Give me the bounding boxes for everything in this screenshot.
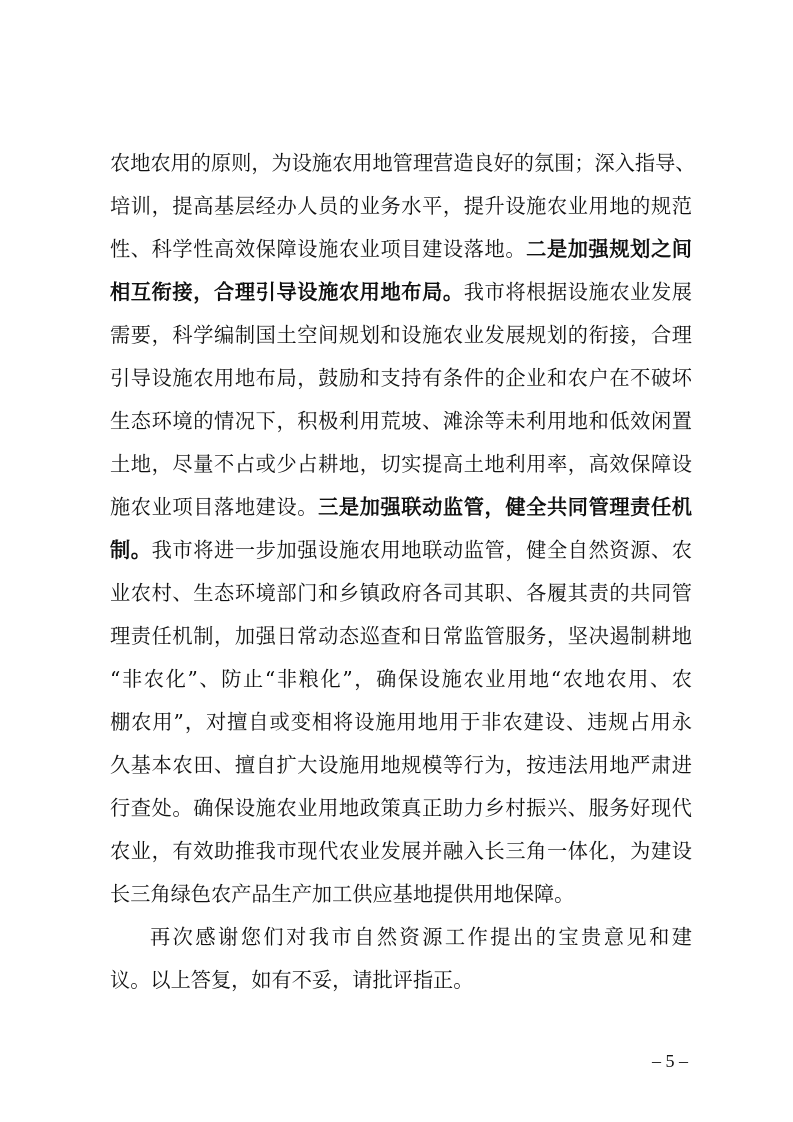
text-segment: 再次感谢您们对我市自然资源工作提出的宝贵意见和建 [150,925,692,949]
text-line [110,882,692,906]
page-number: – 5 – [652,1051,688,1071]
text-segment: 农地农用的原则，为设施农用地管理营造良好的氛围；深入指导、 [110,151,696,175]
text-segment: 农业，有效助推我市现代农业发展并融入长三角一体化，为建设 [110,839,692,863]
text-segment: “非农化”、防止“非粮化”，确保设施农业用地“农地农用、农 [110,667,692,691]
text-line [110,839,692,863]
text-line [110,581,692,605]
text-segment: 我市将根据设施农业发展 [463,280,692,304]
text-line [110,280,692,304]
text-line [110,409,692,433]
text-segment: 我市将进一步加强设施农用地联动监管，健全自然资源、农 [151,538,692,562]
text-segment: 行查处。确保设施农业用地政策真正助力乡村振兴、服务好现代 [110,796,692,820]
text-segment: 施农业项目落地建设。 [110,495,319,519]
text-line [110,753,692,777]
text-line [110,366,692,390]
text-line [110,237,692,261]
text-segment: 引导设施农用地布局，鼓励和支持有条件的企业和农户在不破坏 [110,366,692,390]
text-line [110,968,692,992]
text-segment: 棚农用”，对擅自或变相将设施用地用于非农建设、违规占用永 [110,710,692,734]
bold-heading: 二是加强规划之间 [526,237,692,261]
text-line [150,925,692,949]
text-line [110,796,692,820]
text-segment: 久基本农田、擅自扩大设施用地规模等行为，按违法用地严肃进 [110,753,692,777]
bold-heading: 相互衔接，合理引导设施农用地布局。 [110,280,464,304]
text-line [110,624,692,648]
text-line [110,538,692,562]
text-segment: 培训，提高基层经办人员的业务水平，提升设施农业用地的规范 [110,194,692,218]
text-segment: 性、科学性高效保障设施农业项目建设落地。 [110,237,527,261]
text-line [110,452,692,476]
bold-heading: 制。 [110,538,152,562]
bold-heading: 三是加强联动监管，健全共同管理责任机 [318,495,692,519]
text-line [110,194,692,218]
text-line [110,667,692,691]
text-line [110,323,692,347]
text-segment: 生态环境的情况下，积极利用荒坡、滩涂等未利用地和低效闲置 [110,409,692,433]
text-segment: 长三角绿色农产品生产加工供应基地提供用地保障。 [110,882,575,906]
text-line [110,495,692,519]
text-segment: 理责任机制，加强日常动态巡查和日常监管服务，坚决遏制耕地 [110,624,692,648]
text-segment: 土地，尽量不占或少占耕地，切实提高土地利用率，高效保障设 [110,452,692,476]
text-line [110,151,696,175]
text-segment: 业农村、生态环境部门和乡镇政府各司其职、各履其责的共同管 [110,581,692,605]
text-line [110,710,692,734]
text-segment: 议。以上答复，如有不妥，请批评指正。 [110,968,474,992]
text-segment: 需要，科学编制国土空间规划和设施农业发展规划的衔接，合理 [110,323,692,347]
